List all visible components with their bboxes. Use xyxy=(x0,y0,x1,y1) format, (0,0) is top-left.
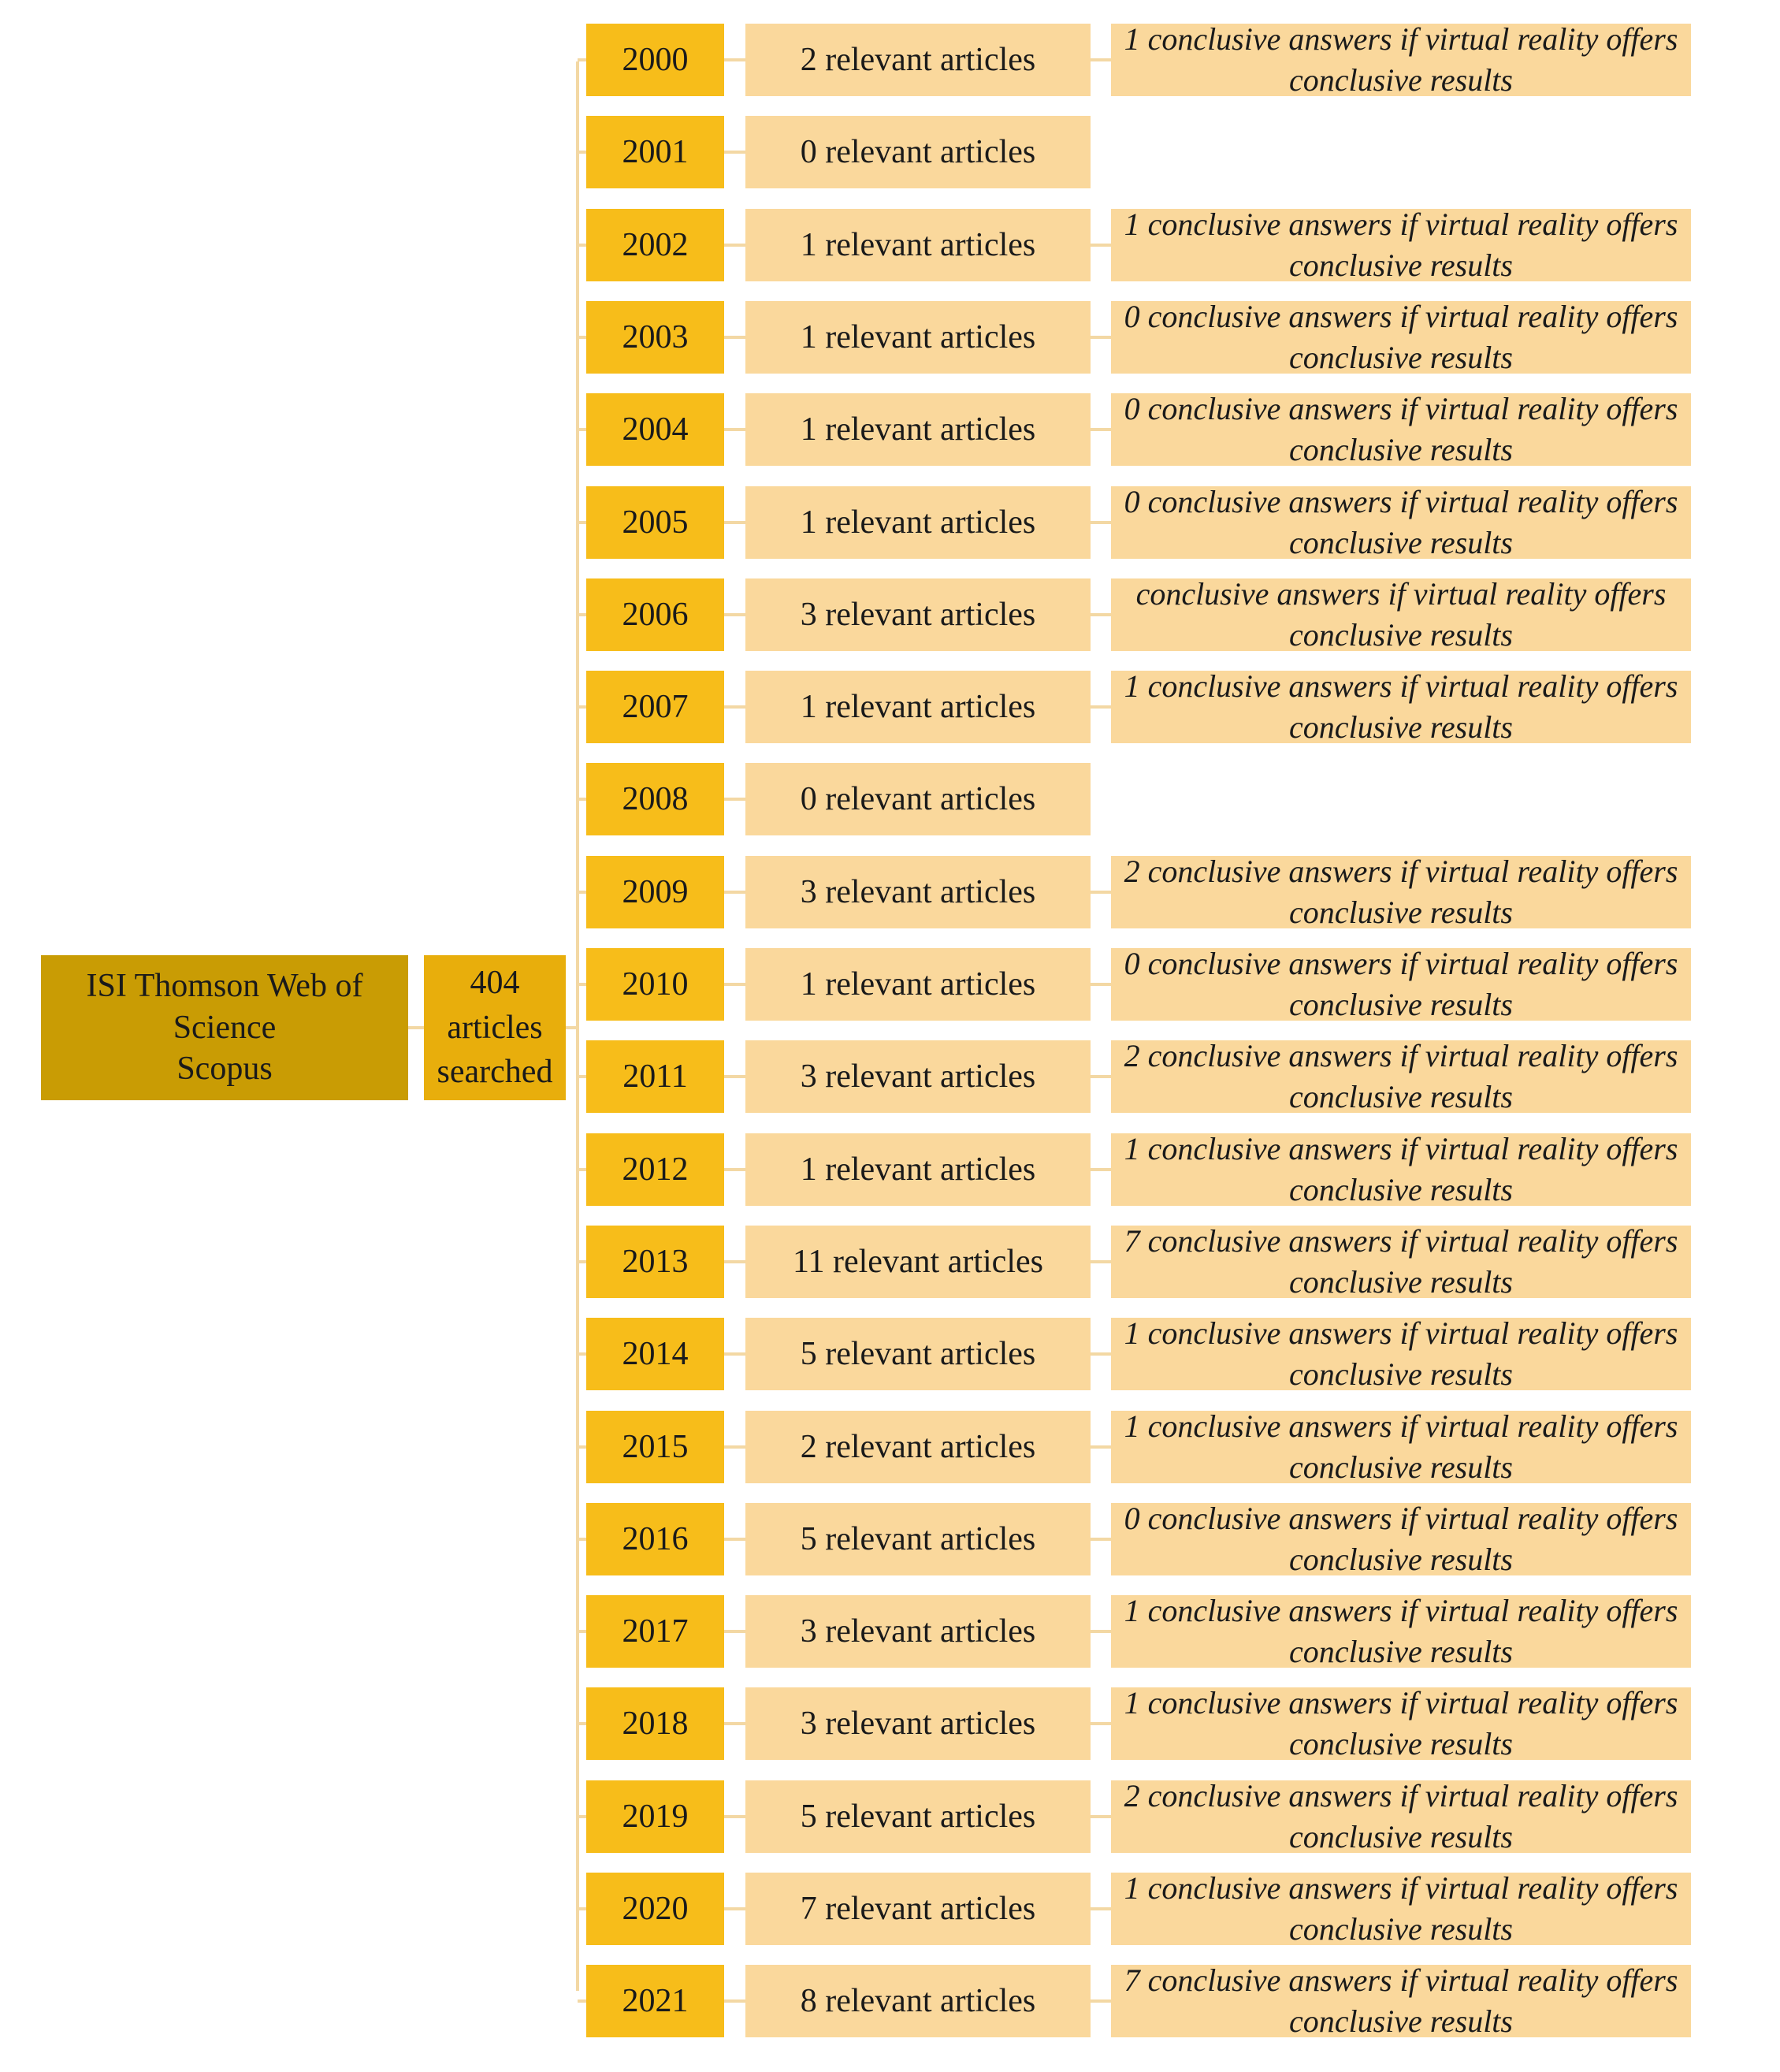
relevant-articles-box: 3 relevant articles xyxy=(745,578,1091,651)
relevant-articles-box: 0 relevant articles xyxy=(745,116,1091,188)
conclusive-answers-line-2: conclusive results xyxy=(1288,1079,1513,1114)
source-line-2: Scopus xyxy=(177,1051,273,1088)
conclusive-answers-line-1: 0 conclusive answers if virtual reality offers xyxy=(1124,391,1678,426)
year-articles-connector xyxy=(724,58,745,61)
conclusive-answers-box xyxy=(1111,393,1691,466)
conclusive-answers-line-1: 1 conclusive answers if virtual reality offers xyxy=(1124,1408,1678,1444)
relevant-articles-box: 2 relevant articles xyxy=(745,1411,1091,1483)
conclusive-answers-box xyxy=(1111,1040,1691,1113)
relevant-articles-box: 1 relevant articles xyxy=(745,209,1091,281)
articles-result-connector xyxy=(1091,1999,1111,2003)
searched-connector xyxy=(566,1026,576,1029)
year-box: 2020 xyxy=(586,1873,724,1945)
conclusive-answers-line-2: conclusive results xyxy=(1288,1356,1513,1392)
articles-result-connector xyxy=(1091,983,1111,986)
year-articles-connector xyxy=(724,1260,745,1263)
conclusive-answers-line-1: 1 conclusive answers if virtual reality offers xyxy=(1124,668,1678,704)
source-connector xyxy=(408,1026,424,1029)
year-box: 2011 xyxy=(586,1040,724,1113)
articles-result-connector xyxy=(1091,1352,1111,1356)
year-articles-connector xyxy=(724,1538,745,1541)
articles-result-connector xyxy=(1091,521,1111,524)
row-connector xyxy=(578,244,586,247)
conclusive-answers-box xyxy=(1111,948,1691,1021)
articles-result-connector xyxy=(1091,58,1111,61)
articles-result-connector xyxy=(1091,891,1111,894)
articles-result-connector xyxy=(1091,1445,1111,1449)
searched-line-1: 404 articles xyxy=(447,964,543,1046)
relevant-articles-box: 3 relevant articles xyxy=(745,1040,1091,1113)
year-box: 2016 xyxy=(586,1503,724,1575)
relevant-articles-box: 3 relevant articles xyxy=(745,1595,1091,1668)
year-box: 2010 xyxy=(586,948,724,1021)
conclusive-answers-line-2: conclusive results xyxy=(1288,1819,1513,1854)
relevant-articles-box: 5 relevant articles xyxy=(745,1318,1091,1390)
year-articles-connector xyxy=(724,151,745,154)
year-box: 2017 xyxy=(586,1595,724,1668)
conclusive-answers-line-2: conclusive results xyxy=(1288,617,1513,653)
conclusive-answers-box xyxy=(1111,1870,1691,1947)
conclusive-answers-line-2: conclusive results xyxy=(1288,432,1513,467)
conclusive-answers-box xyxy=(1111,1315,1691,1392)
row-connector xyxy=(578,1260,586,1263)
relevant-articles-box: 3 relevant articles xyxy=(745,1687,1091,1760)
row-connector xyxy=(578,58,586,61)
row-connector xyxy=(578,1815,586,1818)
articles-result-connector xyxy=(1091,613,1111,616)
year-articles-connector xyxy=(724,1075,745,1078)
conclusive-answers-box xyxy=(1111,1595,1691,1668)
relevant-articles-box: 0 relevant articles xyxy=(745,763,1091,835)
year-box: 2015 xyxy=(586,1411,724,1483)
conclusive-answers-line-1: 0 conclusive answers if virtual reality offers xyxy=(1124,299,1678,334)
conclusive-answers-line-2: conclusive results xyxy=(1288,1911,1513,1947)
year-articles-connector xyxy=(724,613,745,616)
relevant-articles-box: 1 relevant articles xyxy=(745,671,1091,743)
year-box: 2005 xyxy=(586,486,724,559)
year-articles-connector xyxy=(724,244,745,247)
year-box: 2002 xyxy=(586,209,724,281)
year-articles-connector xyxy=(724,1352,745,1356)
conclusive-answers-line-2: conclusive results xyxy=(1288,340,1513,375)
conclusive-answers-box xyxy=(1111,578,1691,651)
articles-result-connector xyxy=(1091,1630,1111,1633)
year-articles-connector xyxy=(724,983,745,986)
row-connector xyxy=(578,336,586,339)
year-articles-connector xyxy=(724,1722,745,1725)
year-box: 2008 xyxy=(586,763,724,835)
year-box: 2012 xyxy=(586,1133,724,1206)
conclusive-answers-line-2: conclusive results xyxy=(1288,2003,1513,2039)
relevant-articles-box: 1 relevant articles xyxy=(745,486,1091,559)
source-line-1: ISI Thomson Web of Science xyxy=(86,968,363,1046)
row-connector xyxy=(578,1907,586,1910)
year-articles-connector xyxy=(724,798,745,801)
relevant-articles-box: 1 relevant articles xyxy=(745,301,1091,374)
year-articles-connector xyxy=(724,1999,745,2003)
relevant-articles-box: 7 relevant articles xyxy=(745,1873,1091,1945)
conclusive-answers-line-1: 1 conclusive answers if virtual reality offers xyxy=(1124,1315,1678,1351)
year-articles-connector xyxy=(724,1815,745,1818)
row-connector xyxy=(578,151,586,154)
conclusive-answers-box xyxy=(1111,301,1691,374)
relevant-articles-box: 3 relevant articles xyxy=(745,856,1091,928)
year-box: 2019 xyxy=(586,1780,724,1853)
row-connector xyxy=(578,1722,586,1725)
conclusive-answers-line-1: 2 conclusive answers if virtual reality offers xyxy=(1124,1038,1678,1073)
year-articles-connector xyxy=(724,1445,745,1449)
source-databases-box xyxy=(41,955,408,1100)
relevant-articles-box: 11 relevant articles xyxy=(745,1226,1091,1298)
conclusive-answers-line-2: conclusive results xyxy=(1288,1449,1513,1485)
year-box: 2013 xyxy=(586,1226,724,1298)
articles-result-connector xyxy=(1091,1260,1111,1263)
conclusive-answers-line-1: 0 conclusive answers if virtual reality offers xyxy=(1124,1501,1678,1536)
articles-result-connector xyxy=(1091,1538,1111,1541)
row-connector xyxy=(578,1352,586,1356)
conclusive-answers-line-2: conclusive results xyxy=(1288,1726,1513,1761)
row-connector xyxy=(578,891,586,894)
year-box: 2003 xyxy=(586,301,724,374)
conclusive-answers-line-1: 0 conclusive answers if virtual reality offers xyxy=(1124,946,1678,981)
articles-result-connector xyxy=(1091,428,1111,431)
conclusive-answers-line-1: 0 conclusive answers if virtual reality offers xyxy=(1124,484,1678,519)
conclusive-answers-line-2: conclusive results xyxy=(1288,247,1513,283)
year-box: 2000 xyxy=(586,24,724,96)
year-articles-connector xyxy=(724,1630,745,1633)
conclusive-answers-box xyxy=(1111,1408,1691,1485)
row-connector xyxy=(578,1999,586,2003)
articles-result-connector xyxy=(1091,1168,1111,1171)
year-articles-connector xyxy=(724,1907,745,1910)
row-connector xyxy=(578,1538,586,1541)
year-articles-connector xyxy=(724,891,745,894)
year-trunk-line xyxy=(576,61,579,1991)
conclusive-answers-box xyxy=(1111,1503,1691,1575)
relevant-articles-box: 1 relevant articles xyxy=(745,393,1091,466)
conclusive-answers-box xyxy=(1111,486,1691,559)
conclusive-answers-line-2: conclusive results xyxy=(1288,1634,1513,1669)
conclusive-answers-line-1: 1 conclusive answers if virtual reality offers xyxy=(1124,206,1678,242)
conclusive-answers-box xyxy=(1111,1133,1691,1206)
year-articles-connector xyxy=(724,705,745,709)
year-articles-connector xyxy=(724,336,745,339)
articles-searched-box xyxy=(424,955,566,1100)
conclusive-answers-box xyxy=(1111,1780,1691,1853)
conclusive-answers-line-1: 7 conclusive answers if virtual reality offers xyxy=(1124,1223,1678,1259)
year-box: 2007 xyxy=(586,671,724,743)
conclusive-answers-line-1: 2 conclusive answers if virtual reality offers xyxy=(1124,854,1678,889)
relevant-articles-box: 5 relevant articles xyxy=(745,1503,1091,1575)
conclusive-answers-line-1: 1 conclusive answers if virtual reality offers xyxy=(1124,1593,1678,1628)
conclusive-answers-box xyxy=(1111,1687,1691,1760)
conclusive-answers-line-2: conclusive results xyxy=(1288,987,1513,1022)
articles-result-connector xyxy=(1091,1815,1111,1818)
row-connector xyxy=(578,1445,586,1449)
conclusive-answers-box xyxy=(1111,856,1691,928)
relevant-articles-box: 1 relevant articles xyxy=(745,948,1091,1021)
year-box: 2009 xyxy=(586,856,724,928)
row-connector xyxy=(578,1075,586,1078)
conclusive-answers-line-2: conclusive results xyxy=(1288,1172,1513,1207)
articles-result-connector xyxy=(1091,1907,1111,1910)
conclusive-answers-box xyxy=(1111,1962,1691,2039)
conclusive-answers-line-2: conclusive results xyxy=(1288,1264,1513,1300)
conclusive-answers-line-1: 1 conclusive answers if virtual reality offers xyxy=(1124,1685,1678,1720)
row-connector xyxy=(578,521,586,524)
year-box: 2006 xyxy=(586,578,724,651)
conclusive-answers-box xyxy=(1111,668,1691,745)
row-connector xyxy=(578,1630,586,1633)
relevant-articles-box: 5 relevant articles xyxy=(745,1780,1091,1853)
year-box: 2021 xyxy=(586,1965,724,2037)
articles-result-connector xyxy=(1091,1722,1111,1725)
conclusive-answers-line-1: 7 conclusive answers if virtual reality offers xyxy=(1124,1962,1678,1998)
conclusive-answers-line-2: conclusive results xyxy=(1288,62,1513,98)
row-connector xyxy=(578,983,586,986)
articles-result-connector xyxy=(1091,244,1111,247)
conclusive-answers-line-1: 2 conclusive answers if virtual reality offers xyxy=(1124,1778,1678,1813)
conclusive-answers-box xyxy=(1111,1223,1691,1300)
conclusive-answers-line-2: conclusive results xyxy=(1288,525,1513,560)
year-articles-connector xyxy=(724,428,745,431)
searched-line-2: searched xyxy=(437,1054,553,1091)
relevant-articles-box: 2 relevant articles xyxy=(745,24,1091,96)
year-articles-connector xyxy=(724,1168,745,1171)
conclusive-answers-line-1: conclusive answers if virtual reality offers xyxy=(1135,576,1667,612)
conclusive-answers-line-2: conclusive results xyxy=(1288,709,1513,745)
year-articles-connector xyxy=(724,521,745,524)
conclusive-answers-box xyxy=(1111,21,1691,98)
conclusive-answers-line-1: 1 conclusive answers if virtual reality offers xyxy=(1124,1131,1678,1166)
row-connector xyxy=(578,705,586,709)
conclusive-answers-line-2: conclusive results xyxy=(1288,1542,1513,1577)
conclusive-answers-line-2: conclusive results xyxy=(1288,895,1513,930)
year-box: 2004 xyxy=(586,393,724,466)
articles-result-connector xyxy=(1091,1075,1111,1078)
year-box: 2014 xyxy=(586,1318,724,1390)
relevant-articles-box: 8 relevant articles xyxy=(745,1965,1091,2037)
relevant-articles-box: 1 relevant articles xyxy=(745,1133,1091,1206)
row-connector xyxy=(578,428,586,431)
row-connector xyxy=(578,1168,586,1171)
conclusive-answers-line-1: 1 conclusive answers if virtual reality offers xyxy=(1124,1870,1678,1906)
year-box: 2001 xyxy=(586,116,724,188)
row-connector xyxy=(578,613,586,616)
row-connector xyxy=(578,798,586,801)
articles-result-connector xyxy=(1091,336,1111,339)
conclusive-answers-box xyxy=(1111,206,1691,283)
articles-result-connector xyxy=(1091,705,1111,709)
conclusive-answers-line-1: 1 conclusive answers if virtual reality offers xyxy=(1124,21,1678,57)
year-box: 2018 xyxy=(586,1687,724,1760)
